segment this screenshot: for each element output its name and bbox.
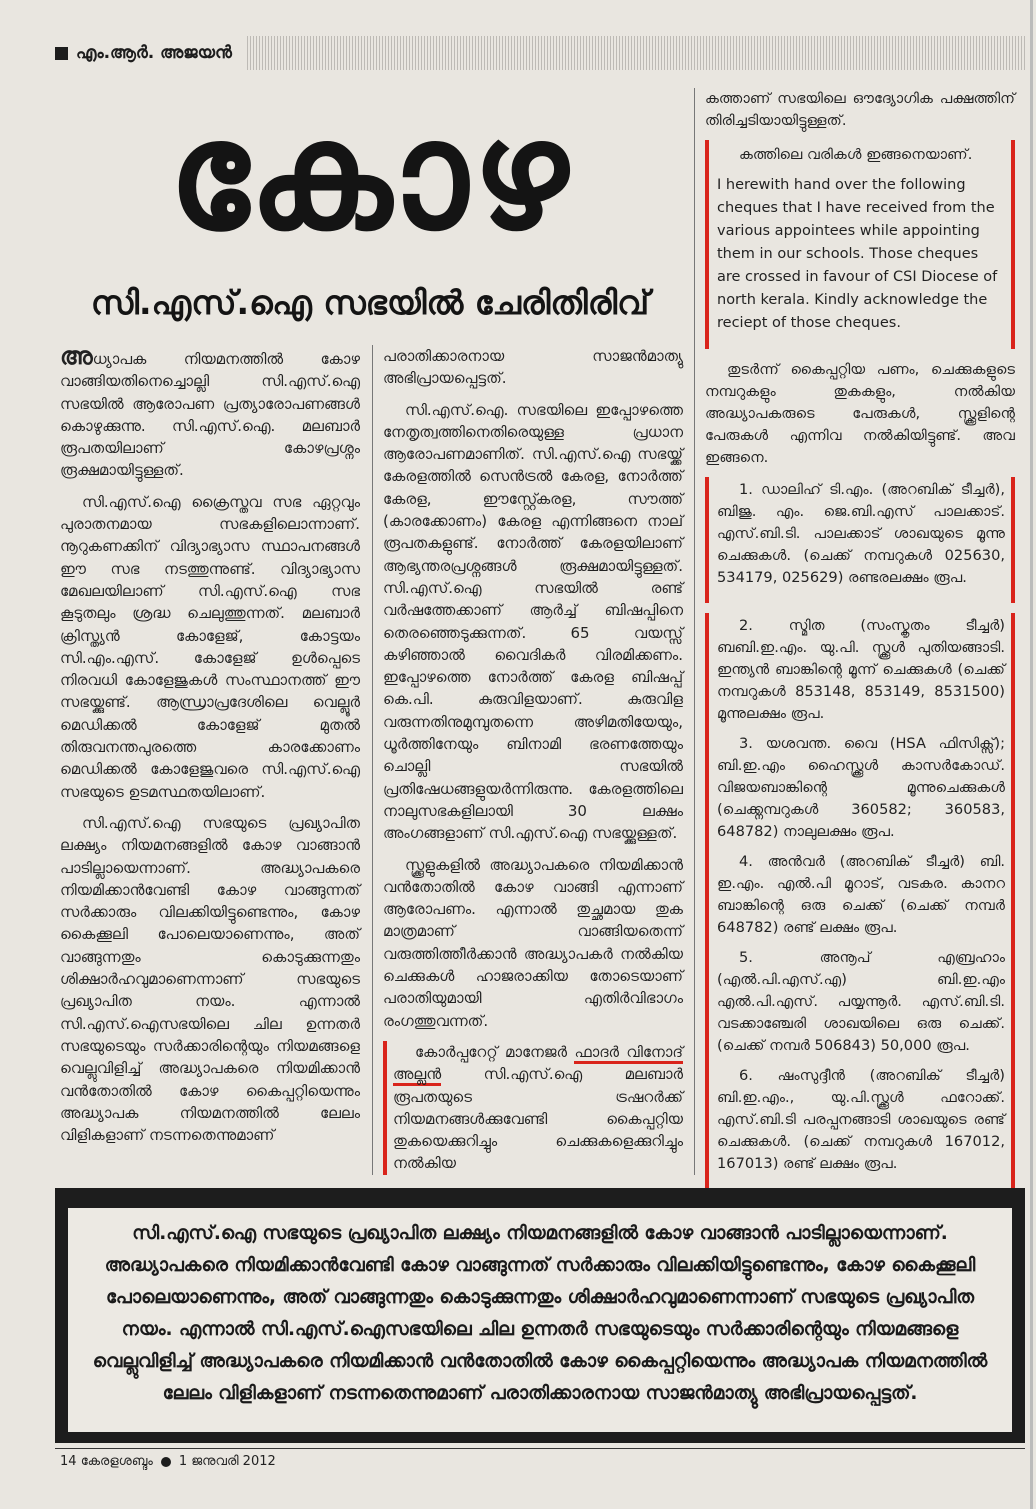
paragraph xyxy=(60,342,360,482)
page-edge-rule xyxy=(1030,0,1033,1509)
footer-rule xyxy=(55,1448,1025,1449)
highlighted-name: ഫാദർ വിനോദ് അല്ലൻ xyxy=(393,1043,683,1086)
byline-bar xyxy=(55,36,1025,70)
paragraph: സി.എസ്.ഐ സഭയുടെ പ്രഖ്യാപിത ലക്ഷ്യം നിയമനങ്ങളിൽ കോഴ വാങ്ങാൻ പാടില്ലായെന്നാണ്. അദ്ധ്യാപകരെ നിയമിക്കാൻവേണ്ടി കോഴ വാങ്ങുന്നത് സർക്കാരും വിലക്കിയിട്ടുണ്ടെന്നും, കോഴ കൈക്കൂലി പോലെയാണെന്നും, അത് വാങ്ങുന്നതും കൊടുക്കുന്നതും ശിക്ഷാർഹവുമാണെന്നാണ് സഭയുടെ പ്രഖ്യാപിത നയം. എന്നാൽ സി.എസ്.ഐസഭയിലെ ചില ഉന്നതർ സഭയുടെയും സർക്കാരിന്റെയും നിയമങ്ങളെ വെല്ലുവിളിച്ച് അദ്ധ്യാപകരെ നിയമിക്കാൻ വൻതോതിൽ കോഴ കൈപ്പറ്റിയെന്നും അദ്ധ്യാപക നിയമനത്തിൽ ലേലം വിളികളാണ് നടന്നതെന്നുമാണ് xyxy=(60,813,360,1145)
dropcap: അ xyxy=(60,342,93,370)
issue-date: 1 ജനുവരി 2012 xyxy=(178,1454,276,1469)
english-quote: I herewith hand over the following cheques that I have received from the various appointees while appointing them in our schools. Those cheques are crossed in favour of CSI Diocese of north kerala. Kindly acknowledge the reciept of those cheques. xyxy=(717,177,998,331)
cheque-list-item: 4. അൻവർ (അറബിക് ടീച്ചർ) ബി. ഇ.എം. എൽ.പി മൂറാട്, വടകര. കാനറ ബാങ്കിന്റെ ഒരു ചെക്ക് (ചെക്ക് നമ്പർ 648782) രണ്ട് ലക്ഷം രൂപ. xyxy=(717,853,1005,936)
subheadline: സി.എസ്.ഐ സഭയിൽ ചേരിതിരിവ് xyxy=(90,283,650,322)
byline-text: എം.ആർ. അജയൻ xyxy=(76,43,232,63)
bullet-icon xyxy=(161,1457,171,1467)
headline: കോഴ xyxy=(168,87,572,263)
paragraph: സി.എസ്.ഐ ക്രൈസ്തവ സഭ ഏറ്റവും പുരാതനമായ സഭകളിലൊന്നാണ്. നൂറുകണക്കിന് വിദ്യാഭ്യാസ സ്ഥാപനങ്ങൾ ഈ സഭ നടത്തുന്നുണ്ട്. വിദ്യാഭ്യാസ മേഖലയിലാണ് സി.എസ്.ഐ സഭ കൂടുതലും ശ്രദ്ധ ചെലുത്തുന്നത്. മലബാർ ക്രിസ്ത്യൻ കോളേജ്, കോട്ടയം സി.എം.എസ്. കോളേജ് ഉൾപ്പെടെ നിരവധി കോളേജുകൾ സംസ്ഥാനത്ത് ഈ സഭയ്ക്കുണ്ട്. ആന്ധ്രാപ്രദേശിലെ വെല്ലൂർ മെഡിക്കൽ കോളേജ് മുതൽ തിരുവനന്തപുരത്തെ കാരക്കോണം മെഡിക്കൽ കോളേജുവരെ സി.എസ്.ഐ സഭയുടെ ഉടമസ്ഥതയിലാണ്. xyxy=(60,492,360,801)
paragraph-text: ധ്യാപക നിയമനത്തിൽ കോഴ വാങ്ങിയതിനെച്ചൊല്ലി സി.എസ്.ഐ സഭയിൽ ആരോപണ പ്രത്യാരോപണങ്ങൾ കൊഴുക്കുന്നു. സി.എസ്.ഐ. മലബാർ രൂപതയിലാണ് കോഴപ്രശ്നം രൂക്ഷമായിട്ടുള്ളത്. xyxy=(60,350,360,480)
article-column-2 xyxy=(383,345,683,1184)
article-column-3 xyxy=(705,88,1015,1199)
highlighted-letter-excerpt xyxy=(705,140,1015,349)
highlighted-list-1 xyxy=(705,477,1015,603)
pullquote-text: സി.എസ്.ഐ സഭയുടെ പ്രഖ്യാപിത ലക്ഷ്യം നിയമനങ്ങളിൽ കോഴ വാങ്ങാൻ പാടില്ലായെന്നാണ്. അദ്ധ്യാപകരെ നിയമിക്കാൻവേണ്ടി കോഴ വാങ്ങുന്നത് സർക്കാരും വിലക്കിയിട്ടുണ്ടെന്നും, കോഴ കൈക്കൂലി പോലെയാണെന്നും, അത് വാങ്ങുന്നതും കൊടുക്കുന്നതും ശിക്ഷാർഹവുമാണെന്നാണ് സഭയുടെ പ്രഖ്യാപിത നയം. എന്നാൽ സി.എസ്.ഐസഭയിലെ ചില ഉന്നതർ സഭയുടെയും സർക്കാരിന്റെയും നിയമങ്ങളെ വെല്ലുവിളിച്ച് അദ്ധ്യാപകരെ നിയമിക്കാൻ വൻതോതിൽ കോഴ കൈപ്പറ്റിയെന്നും അദ്ധ്യാപക നിയമനത്തിൽ ലേലം വിളികളാണ് നടന്നതെന്നുമാണ് പരാതിക്കാരനായ സാജൻമാത്യു അഭിപ്രായപ്പെട്ടത്. xyxy=(92,1223,988,1404)
article-column-1 xyxy=(60,342,360,1155)
cheque-list-item: 5. അനൂപ് എബ്രഹാം (എൽ.പി.എസ്.എ) ബി.ഇ.എം എൽ.പി.എസ്. പയ്യന്നൂർ. എസ്.ബി.ടി. വടക്കാഞ്ചേരി ശാഖയിലെ ഒരു ചെക്ക്. (ചെക്ക് നമ്പർ 506843) 50,000 രൂപ. xyxy=(717,949,1005,1054)
cheque-list-item: 6. ഷംസുദ്ദീൻ (അറബിക് ടീച്ചർ) ബി.ഇ.എം., യു.പി.സ്ക്കൂൾ ഫറോക്ക്. എസ്.ബി.ടി പരപ്പനങ്ങാടി ശാഖയുടെ രണ്ട് ചെക്കുകൾ. (ചെക്ക് നമ്പറുകൾ 167012, 167013) രണ്ട് ലക്ഷം രൂപ. xyxy=(717,1067,1005,1172)
paragraph: തുടർന്ന് കൈപ്പറ്റിയ പണം, ചെക്കുകളുടെ നമ്പറുകളും തുകകളും, നൽകിയ അദ്ധ്യാപകരുടെ പേരുകൾ, സ്ക്കൂളിന്റെ പേരുകൾ എന്നിവ നൽകിയിട്ടുണ്ട്. അവ ഇങ്ങനെ. xyxy=(705,361,1015,466)
byline-square-icon xyxy=(55,47,68,60)
paragraph-text: സി.എസ്.ഐ മലബാർ രൂപതയുടെ ട്രഷറർക്ക് നിയമനങ്ങൾക്കുവേണ്ടി കൈപ്പറ്റിയ തുകയെക്കുറിച്ചും ചെക്കുകളെക്കുറിച്ചും നൽകിയ xyxy=(393,1065,683,1173)
paragraph-text: കോർപ്പറേറ്റ് മാനേജർ xyxy=(415,1042,575,1061)
paragraph: കത്തിലെ വരികൾ ഇങ്ങനെയാണ്. xyxy=(739,146,973,163)
paragraph: സ്ക്കൂളുകളിൽ അദ്ധ്യാപകരെ നിയമിക്കാൻ വൻതോതിൽ കോഴ വാങ്ങി എന്നാണ് ആരോപണം. എന്നാൽ തുച്ഛമായ തുക മാത്രമാണ് വാങ്ങിയതെന്ന് വരുത്തിത്തീർക്കാൻ അദ്ധ്യാപകർ നൽകിയ ചെക്കുകൾ ഹാജരാക്കിയ തോടെയാണ് പരാതിയുമായി എതിർവിഭാഗം രംഗത്തുവന്നത്. xyxy=(383,855,683,1030)
column-divider xyxy=(372,345,373,1175)
paragraph: സി.എസ്.ഐ. സഭയിലെ ഇപ്പോഴത്തെ നേതൃത്വത്തിനെതിരെയുള്ള പ്രധാന ആരോപണമാണിത്. സി.എസ്.ഐ സഭയ്ക്ക് കേരളത്തിൽ സെൻട്രൽ കേരള, നോർത്ത് കേരള, ഈസ്റ്റ്കേരള, സൗത്ത് (കാരക്കോണം) കേരള എന്നിങ്ങനെ നാല് രൂപതകളുണ്ട്. നോർത്ത് കേരളയിലാണ് ആഭ്യന്തരപ്രശ്നങ്ങൾ രൂക്ഷമായിട്ടുള്ളത്. സി.എസ്.ഐ സഭയിൽ രണ്ട് വർഷത്തേക്കാണ് ആർച്ച് ബിഷപ്പിനെ തെരഞ്ഞെടുക്കുന്നത്. 65 വയസ്സ് കഴിഞ്ഞാൽ വൈദികർ വിരമിക്കണം. ഇപ്പോഴത്തെ നോർത്ത് കേരള ബിഷപ്പ് കെ.പി. കുരുവിളയാണ്. കുരുവിള വരുന്നതിനുമുമ്പുതന്നെ അഴിമതിയേയും, ധൂർത്തിനേയും ബിനാമി ഭരണത്തേയും ചൊല്ലി സഭയിൽ പ്രതിഷേധങ്ങളുയർന്നിരുന്നു. കേരളത്തിലെ നാലുസഭകളിലായി 30 ലക്ഷം അംഗങ്ങളാണ് സി.എസ്.ഐ സഭയ്ക്കുള്ളത്. xyxy=(383,400,683,843)
cheque-list-item: 1. ഡാലിഹ് ടി.എം. (അറബിക് ടീച്ചർ), ബിജു. എം. ജെ.ബി.എസ് പാലക്കാട്. എസ്.ബി.ടി. പാലക്കാട് ശാഖയുടെ മൂന്നു ചെക്കുകൾ. (ചെക്ക് നമ്പറുകൾ 025630, 534179, 025629) രണ്ടരലക്ഷം രൂപ. xyxy=(717,481,1005,586)
paragraph: കത്താണ് സഭയിലെ ഔദ്യോഗിക പക്ഷത്തിന് തിരിച്ചടിയായിട്ടുള്ളത്. xyxy=(705,90,1015,129)
publication-name: കേരളശബ്ദം xyxy=(80,1454,153,1469)
pullquote-box xyxy=(68,1208,1012,1432)
column-divider xyxy=(694,88,695,1175)
page-footer xyxy=(60,1452,276,1472)
paragraph: പരാതിക്കാരനായ സാജൻമാത്യു അഭിപ്രായപ്പെട്ടത്. xyxy=(383,347,683,388)
page-number: 14 xyxy=(60,1454,77,1469)
highlighted-paragraph xyxy=(383,1041,683,1175)
cheque-list-item: 2. സ്മിത (സംസ്കൃതം ടീച്ചർ) ബബി.ഇ.എം. യു.പി. സ്ക്കൂൾ പുതിയങ്ങാടി. ഇന്ത്യൻ ബാങ്കിന്റെ മൂന്ന് ചെക്കുകൾ (ചെക്ക് നമ്പറുകൾ 853148, 853149, 8531500) മൂന്നുലക്ഷം രൂപ. xyxy=(717,617,1005,722)
highlighted-list-2 xyxy=(705,613,1015,1189)
byline xyxy=(55,36,246,70)
cheque-list-item: 3. യശവന്ത. വൈ (HSA ഫിസിക്സ്); ബി.ഇ.എം ഹൈസ്ക്കൂൾ കാസർകോഡ്. വിജയബാങ്കിന്റെ മൂന്നുചെക്കുകൾ (ചെക്ക്നമ്പറുകൾ 360582; 360583, 648782) നാലുലക്ഷം രൂപ. xyxy=(717,735,1005,840)
